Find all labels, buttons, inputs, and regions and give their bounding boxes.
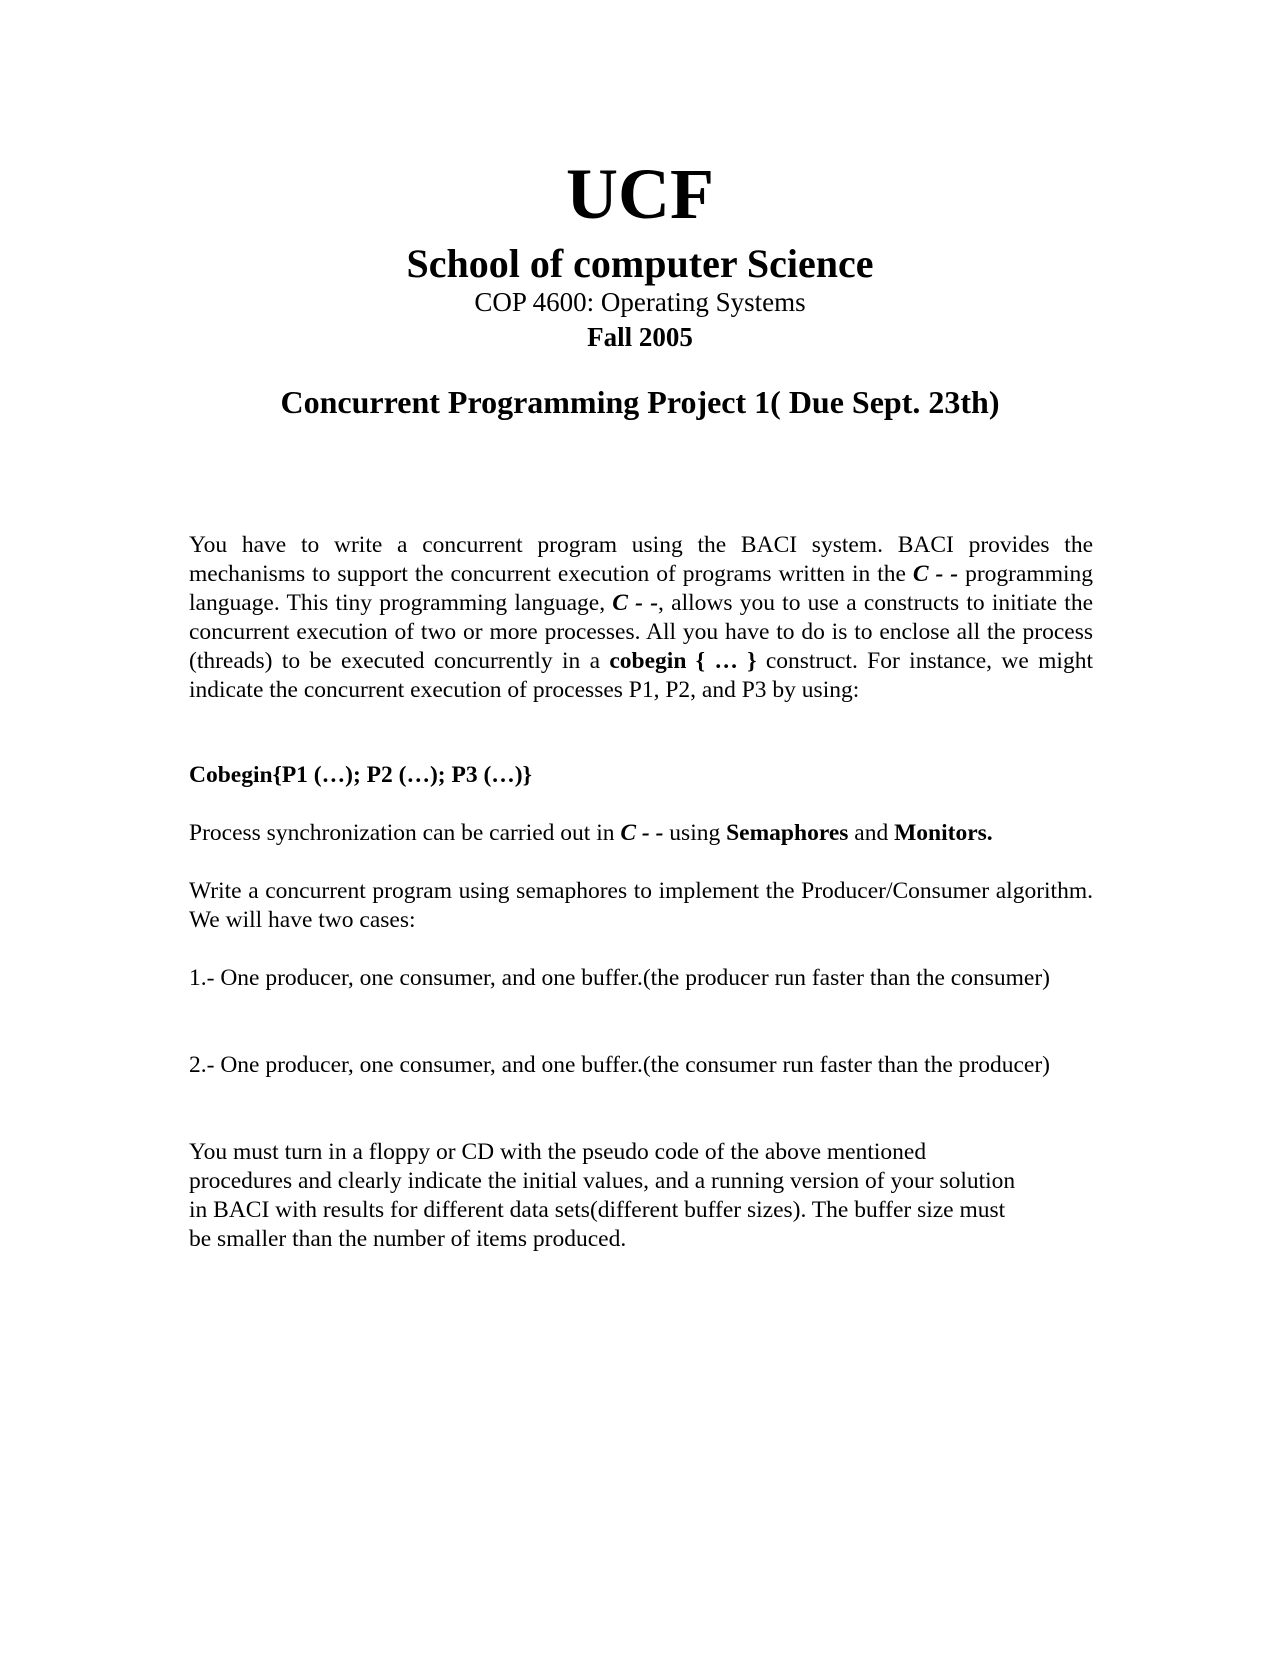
sync-text-3: and	[848, 820, 895, 846]
intro-text-2: programming language. This tiny programming language,	[189, 561, 1093, 616]
case-item-1: 1.- One producer, one consumer, and one buffer.(the producer run faster than the consumer)	[189, 965, 1050, 991]
intro-text-3: , allows you to use a constructs to initiate the concurrent execution of two or more processes. All you have to do is to enclose all the process (threads) to be executed concurrently in a	[189, 590, 1093, 674]
cobegin-example: Cobegin{P1 (…); P2 (…); P3 (…)}	[189, 762, 532, 788]
sync-text-1: Process synchronization can be carried out in	[189, 820, 621, 846]
turn-in-paragraph	[189, 1138, 1093, 1254]
turn-in-line: in BACI with results for different data sets(different buffer sizes). The buffer size must	[189, 1197, 1006, 1223]
turn-in-line: You must turn in a floppy or CD with the pseudo code of the above mentioned	[189, 1139, 927, 1165]
intro-text-4: construct. For instance, we might indicate the concurrent execution of processes P1, P2, and P3 by using:	[189, 648, 1093, 703]
sync-text-2: using	[663, 820, 727, 846]
language-name: C - -	[612, 590, 659, 616]
cobegin-construct: cobegin { … }	[609, 648, 757, 674]
turn-in-line: procedures and clearly indicate the initial values, and a running version of your solution	[189, 1168, 1016, 1194]
monitors-term: Monitors.	[894, 820, 993, 846]
assignment-paragraph: Write a concurrent program using semaphores to implement the Producer/Consumer algorithm. We will have two cases:	[189, 878, 1093, 933]
language-name: C - -	[620, 820, 664, 846]
course-name: COP 4600: Operating Systems	[474, 287, 806, 317]
case-item-2: 2.- One producer, one consumer, and one buffer.(the consumer run faster than the producer)	[189, 1052, 1050, 1078]
language-name: C - -	[912, 561, 959, 587]
turn-in-line: be smaller than the number of items produced.	[189, 1226, 627, 1252]
intro-text-1: You have to write a concurrent program using the BACI system. BACI provides the mechanisms to support the concurrent execution of programs written in the	[189, 532, 1093, 587]
project-title: Concurrent Programming Project 1( Due Sept. 23th)	[280, 384, 1000, 420]
intro-paragraph	[189, 531, 1093, 705]
school-name: School of computer Science	[406, 241, 874, 286]
term: Fall 2005	[587, 322, 693, 352]
semaphores-term: Semaphores	[726, 820, 849, 846]
document-title: UCF	[566, 154, 714, 234]
synchronization-paragraph	[189, 819, 1093, 848]
